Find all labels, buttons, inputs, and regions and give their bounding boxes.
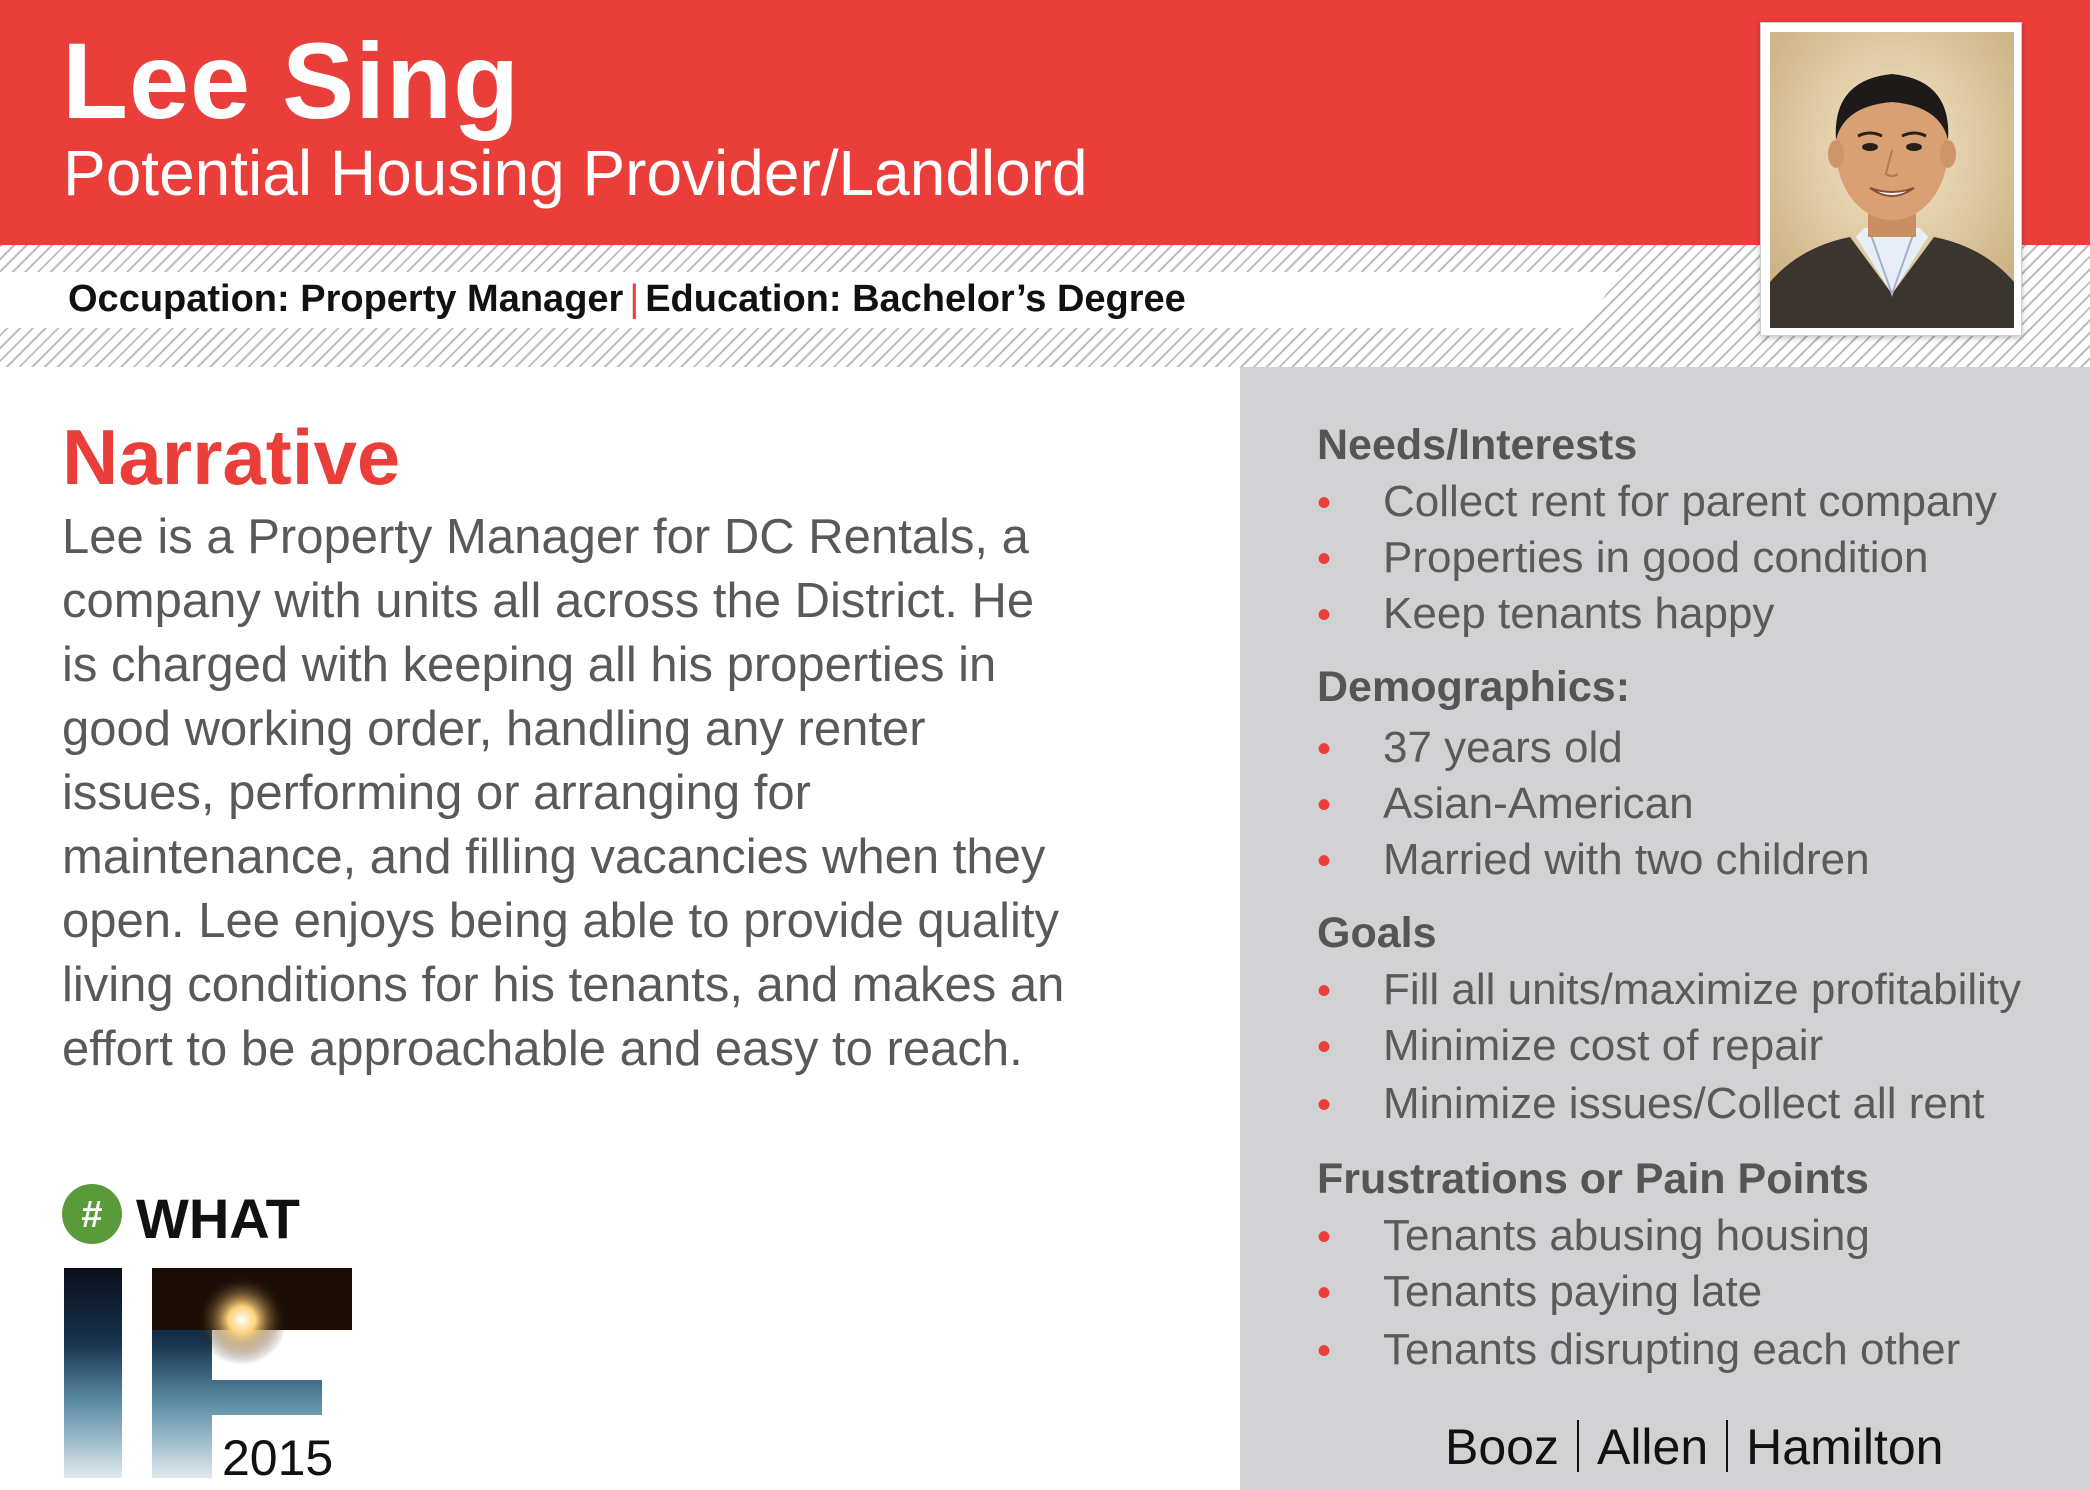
list-item-text: Minimize issues/Collect all rent — [1383, 1079, 1985, 1128]
bullet-icon: • — [1317, 481, 1332, 525]
narrative-line: open. Lee enjoys being able to provide quality — [62, 894, 1060, 948]
bullet-icon: • — [1317, 1083, 1332, 1127]
list-item — [1317, 1076, 1985, 1132]
narrative-line: good working order, handling any renter — [62, 702, 926, 756]
list-item-text: Tenants abusing housing — [1383, 1211, 1870, 1260]
occupation-text: Occupation: Property Manager — [68, 278, 624, 320]
narrative-line: living conditions for his tenants, and makes an — [62, 958, 1065, 1012]
booz-allen-hamilton-logo — [1445, 1420, 1943, 1475]
narrative-heading: Narrative — [62, 413, 401, 501]
list-item — [1317, 1264, 1762, 1320]
list-item — [1317, 1322, 1960, 1378]
education-text: Education: Bachelor’s Degree — [645, 278, 1186, 320]
persona-name: Lee Sing — [62, 20, 521, 141]
list-item-text: Collect rent for parent company — [1383, 477, 1997, 526]
bullet-icon: • — [1317, 727, 1332, 771]
goals-heading: Goals — [1317, 909, 1437, 957]
occupation-education-line — [68, 279, 1186, 321]
narrative-line: issues, performing or arranging for — [62, 766, 811, 820]
list-item — [1317, 1208, 1870, 1264]
list-item — [1317, 586, 1774, 642]
list-item-text: Tenants paying late — [1383, 1267, 1763, 1316]
bullet-icon: • — [1317, 593, 1332, 637]
needs-interests-heading: Needs/Interests — [1317, 421, 1638, 469]
brand-part: Booz — [1445, 1419, 1559, 1475]
list-item — [1317, 776, 1694, 832]
list-item-text: Minimize cost of repair — [1383, 1021, 1824, 1070]
list-item — [1317, 474, 1997, 530]
bullet-icon: • — [1317, 1329, 1332, 1373]
svg-text:2015: 2015 — [222, 1430, 334, 1480]
brand-part: Hamilton — [1746, 1419, 1944, 1475]
demographics-heading: Demographics: — [1317, 663, 1631, 711]
list-item-text: Tenants disrupting each other — [1383, 1325, 1961, 1374]
list-item-text: Fill all units/maximize profitability — [1383, 965, 2022, 1014]
list-item — [1317, 530, 1928, 586]
narrative-line: is charged with keeping all his properties in — [62, 638, 997, 692]
portrait-photo — [1760, 22, 2022, 336]
narrative-line: maintenance, and filling vacancies when they — [62, 830, 1046, 884]
list-item-text: Keep tenants happy — [1383, 589, 1775, 638]
what-if-2015-logo — [62, 1180, 362, 1485]
brand-part: Allen — [1596, 1419, 1709, 1475]
list-item-text: Asian-American — [1383, 779, 1694, 828]
list-item — [1317, 962, 2021, 1018]
narrative-line: effort to be approachable and easy to reach. — [62, 1022, 1023, 1076]
bullet-icon: • — [1317, 1025, 1332, 1069]
bullet-icon: • — [1317, 1215, 1332, 1259]
persona-role: Potential Housing Provider/Landlord — [63, 137, 1088, 209]
svg-text:WHAT: WHAT — [136, 1187, 300, 1250]
list-item-text: 37 years old — [1383, 723, 1623, 772]
narrative-body — [62, 505, 1222, 1081]
bullet-icon: • — [1317, 537, 1332, 581]
list-item — [1317, 832, 1870, 888]
info-separator: | — [629, 278, 640, 320]
list-item — [1317, 1018, 1823, 1074]
bullet-icon: • — [1317, 1271, 1332, 1315]
narrative-line: company with units all across the District. He — [62, 574, 1035, 628]
narrative-line: Lee is a Property Manager for DC Rentals, a — [62, 510, 1029, 564]
list-item-text: Properties in good condition — [1383, 533, 1929, 582]
frustrations-heading: Frustrations or Pain Points — [1317, 1155, 1869, 1203]
list-item — [1317, 720, 1623, 776]
bullet-icon: • — [1317, 783, 1332, 827]
svg-text:#: # — [81, 1194, 103, 1236]
bullet-icon: • — [1317, 839, 1332, 883]
list-item-text: Married with two children — [1383, 835, 1870, 884]
portrait-illustration — [1770, 32, 2014, 328]
bullet-icon: • — [1317, 969, 1332, 1013]
